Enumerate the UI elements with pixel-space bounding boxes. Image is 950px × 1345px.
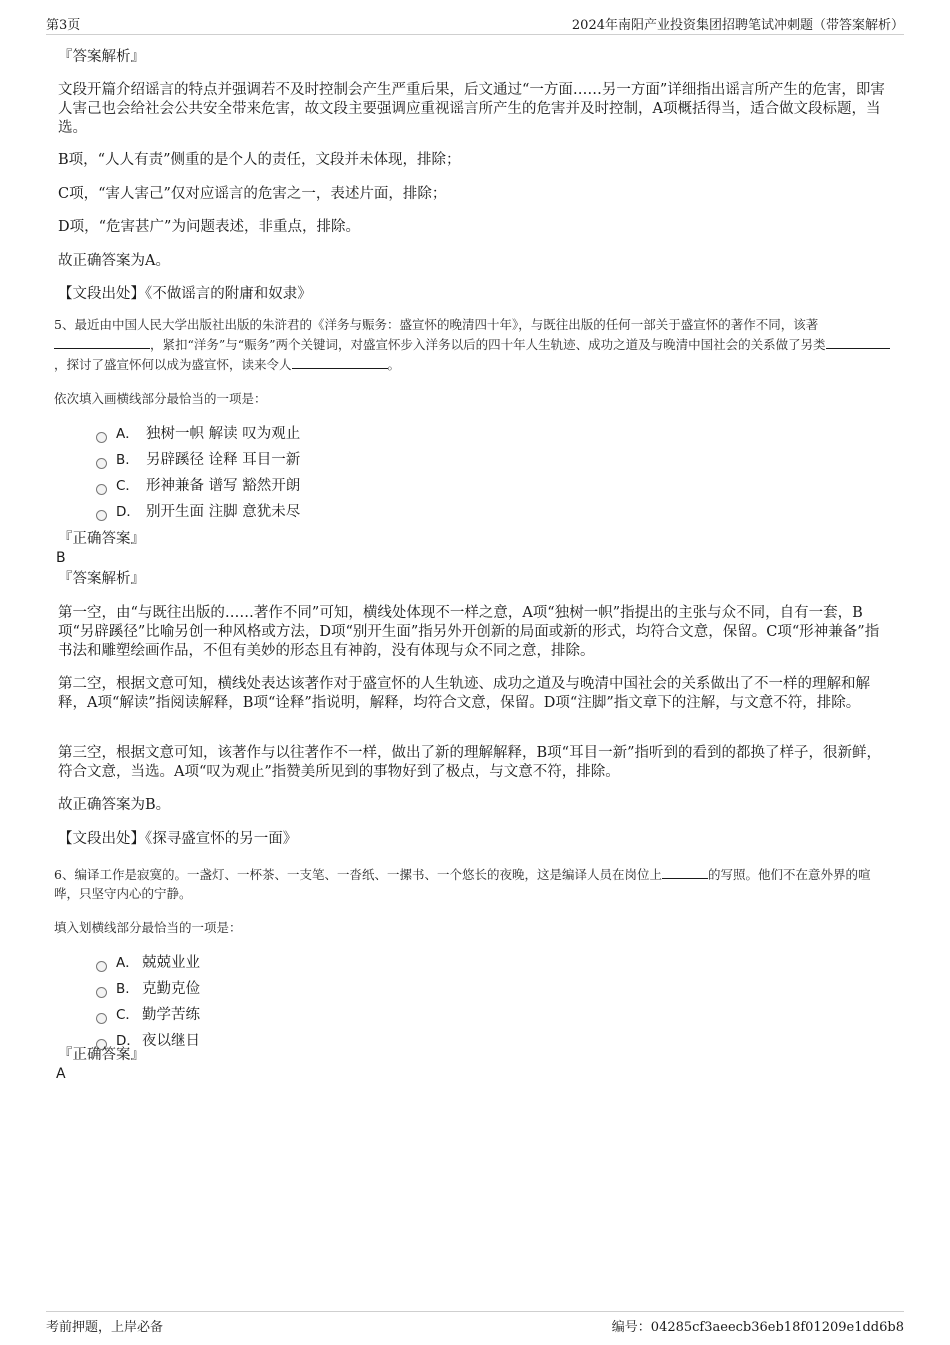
q5-source: 【文段出处】《探寻盛宣怀的另一面》 <box>58 831 298 847</box>
radio-circle-icon[interactable] <box>96 458 107 469</box>
page-footer <box>46 1311 904 1334</box>
q6-stem-part-a: 6、编译工作是寂寞的。一盏灯、一杯茶、一支笔、一沓纸、一摞书、一个悠长的夜晚，这是编译人员在岗位上 <box>54 867 662 882</box>
q6-option-c[interactable] <box>96 1006 200 1025</box>
option-letter: C． <box>116 478 139 494</box>
q4-analysis-label: 『答案解析』 <box>58 49 145 65</box>
option-letter: A． <box>116 426 139 442</box>
q5-stem-part-d: 。 <box>387 357 401 372</box>
option-text: 克勤克俭 <box>142 981 200 997</box>
radio-circle-icon[interactable] <box>96 987 107 998</box>
option-text: 兢兢业业 <box>142 955 200 971</box>
q5-analysis-p4: 故正确答案为B。 <box>58 797 171 813</box>
option-letter: D． <box>116 504 140 520</box>
radio-circle-icon[interactable] <box>96 961 107 972</box>
option-letter: B. <box>116 452 130 468</box>
q5-correct-answer: B <box>56 550 66 566</box>
q6-correct-label: 『正确答案』 <box>58 1047 145 1063</box>
radio-circle-icon[interactable] <box>96 1013 107 1024</box>
q5-analysis-label: 『答案解析』 <box>58 571 145 587</box>
radio-circle-icon[interactable] <box>96 484 107 495</box>
q5-option-b[interactable] <box>96 451 300 470</box>
q6-option-a[interactable] <box>96 954 200 973</box>
option-text: 形神兼备 谱写 豁然开朗 <box>146 478 301 494</box>
option-text: 另辟蹊径 诠释 耳目一新 <box>146 452 301 468</box>
q5-option-d[interactable] <box>96 503 300 522</box>
q5-stem-part-c: ，探讨了盛宣怀何以成为盛宣怀，读来令人 <box>54 357 292 372</box>
page-header <box>46 14 904 35</box>
option-letter: B. <box>116 981 130 997</box>
q5-analysis-p1: 第一空，由“与既往出版的……著作不同”可知，横线处体现不一样之意，A项“独树一帜”指提出的主张与众不同，自有一套，B项“另辟蹊径”比喻另创一种风格或方法，D项“别开生面”指另外开创新的局面或新的形式，均符合文意，保留。C项“形神兼备”指书法和雕塑绘画作品，不但有美妙的形态且有神韵，没有体现与众不同之意，排除。 <box>58 605 880 659</box>
radio-circle-icon[interactable] <box>96 432 107 443</box>
option-letter: D． <box>116 1033 140 1049</box>
blank-line <box>662 864 708 879</box>
q5-instruction: 依次填入画横线部分最恰当的一项是： <box>54 391 267 406</box>
option-text: 别开生面 注脚 意犹未尽 <box>146 504 301 520</box>
q5-option-a[interactable] <box>96 425 300 444</box>
q6-correct-answer: A <box>56 1066 66 1082</box>
q5-stem-part-a: 5、最近由中国人民大学出版社出版的朱浒君的《洋务与赈务：盛宣怀的晚清四十年》，与既往出版的任何一部关于盛宣怀的著作不同，该著 <box>54 317 819 332</box>
page-number: 第3页 <box>46 18 81 33</box>
q5-analysis-p3: 第三空，根据文意可知，该著作与以往著作不一样，做出了新的理解解释，B项“耳目一新”指听到的看到的都换了样子，很新鲜，符合文意，当选。A项“叹为观止”指赞美所见到的事物好到了极点，与文意不符，排除。 <box>58 745 881 780</box>
q4-source: 【文段出处】《不做谣言的附庸和奴隶》 <box>58 286 312 302</box>
q6-stem-part-b: 的写照。他们不在意外界的喧哗，只坚守内心的宁静。 <box>54 867 871 901</box>
q6-option-b[interactable] <box>96 980 200 999</box>
q5-analysis-p2: 第二空，根据文意可知，横线处表达该著作对于盛宣怀的人生轨迹、成功之道及与晚清中国社会的关系做出了不一样的理解和解释，A项“解读”指阅读解释，B项“诠释”指说明，解释，均符合文意，保留。D项“注脚”指文章下的注解，与文意不符，排除。 <box>58 676 870 711</box>
option-text: 夜以继日 <box>142 1033 200 1049</box>
q4-analysis-p3: C项，“害人害己”仅对应谣言的危害之一，表述片面，排除； <box>58 186 447 202</box>
radio-circle-icon[interactable] <box>96 510 107 521</box>
q4-analysis-p1: 文段开篇介绍谣言的特点并强调若不及时控制会产生严重后果，后文通过“一方面……另一方面”详细指出谣言所产生的危害，即害人害己也会给社会公共安全带来危害，故文段主要强调应重视谣言所产生的危害并及时控制，A项概括得当，适合做文段标题，当选。 <box>58 82 885 136</box>
q5-correct-label: 『正确答案』 <box>58 531 145 547</box>
option-letter: A． <box>116 955 139 971</box>
document-title: 2024年南阳产业投资集团招聘笔试冲刺题（带答案解析） <box>571 18 904 33</box>
q4-analysis-p2: B项，“人人有责”侧重的是个人的责任，文段并未体现，排除； <box>58 152 461 168</box>
q6-stem <box>54 864 890 903</box>
q6-instruction: 填入划横线部分最恰当的一项是： <box>54 920 242 935</box>
q5-stem <box>54 315 890 374</box>
option-text: 独树一帜 解读 叹为观止 <box>146 426 301 442</box>
q4-analysis-p5: 故正确答案为A。 <box>58 253 170 269</box>
blank-line <box>54 334 150 349</box>
q4-analysis-p4: D项，“危害甚广”为问题表述，非重点，排除。 <box>58 219 360 235</box>
option-text: 勤学苦练 <box>142 1007 200 1023</box>
footer-slogan: 考前押题，上岸必备 <box>46 1320 164 1335</box>
option-letter: C． <box>116 1007 139 1023</box>
blank-line <box>826 334 890 349</box>
q5-option-c[interactable] <box>96 477 300 496</box>
document-code: 编号：04285cf3aeecb36eb18f01209e1dd6b8 <box>611 1320 904 1335</box>
blank-line <box>292 354 388 369</box>
q5-stem-part-b: ，紧扣“洋务”与“赈务”两个关键词，对盛宣怀步入洋务以后的四十年人生轨迹、成功之道及与晚清中国社会的关系做了另类 <box>150 337 826 352</box>
